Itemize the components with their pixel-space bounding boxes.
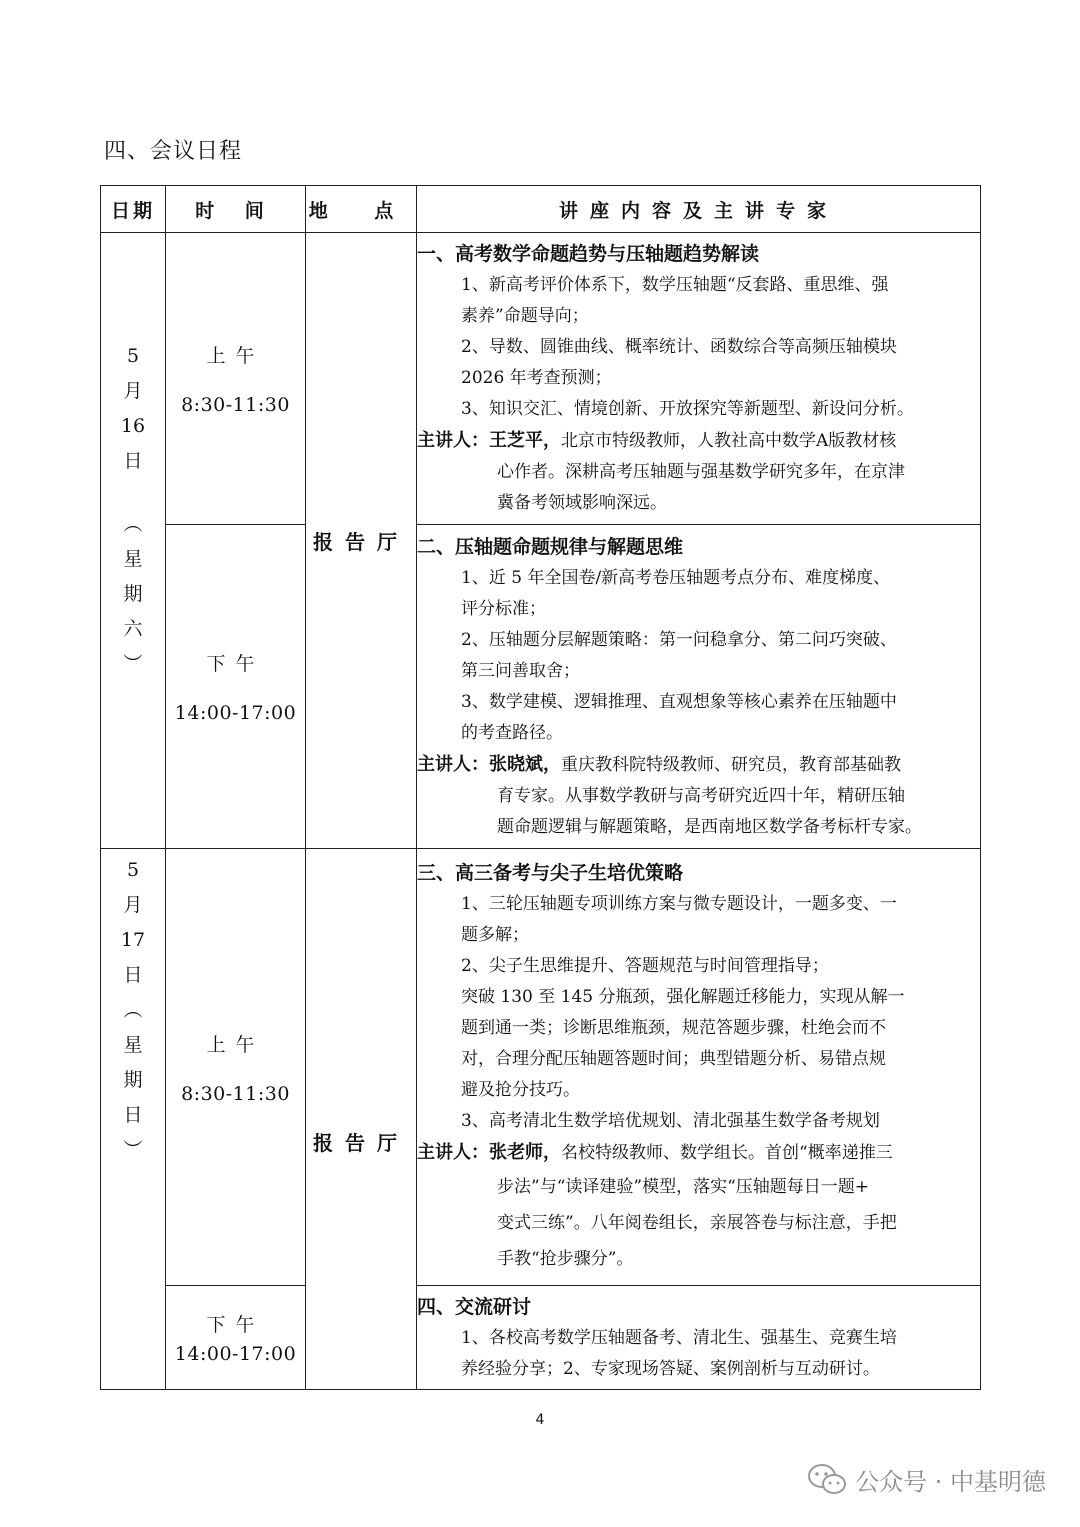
day1-morning-label: 上午 <box>206 345 265 367</box>
session4-content <box>417 1286 981 1390</box>
day2-morning-row <box>101 849 981 1286</box>
schedule-table <box>100 185 981 1390</box>
day2-afternoon-range: 14:00-17:00 <box>174 1343 297 1365</box>
header-date: 日期 <box>101 186 166 233</box>
session4-item: 1、各校高考数学压轴题备考、清北生、强基生、竞赛生培 <box>461 1327 897 1348</box>
day1-afternoon-range: 14:00-17:00 <box>174 702 297 724</box>
day2-morning-time <box>166 849 306 1286</box>
session3-item: 2、尖子生思维提升、答题规范与时间管理指导； <box>461 956 829 976</box>
day1-day-num: 16 <box>120 415 146 437</box>
session1-speaker-label: 主讲人：王芝平， <box>417 430 561 451</box>
day2-month-char: 月 <box>123 894 143 916</box>
session1-speaker-bio-cont: 冀备考领域影响深远。 <box>497 493 667 513</box>
session1-title: 一、高考数学命题趋势与压轴题趋势解读 <box>417 243 760 265</box>
session2-speaker-bio: 重庆教科院特级教师、研究员，教育部基础教 <box>561 754 901 775</box>
watermark <box>807 1462 1046 1497</box>
header-place: 地 点 <box>306 186 417 233</box>
session4-title: 四、交流研讨 <box>417 1295 532 1318</box>
day1-morning-time <box>166 233 306 525</box>
session2-item: 评分标准； <box>461 598 546 619</box>
session3-title: 三、高三备考与尖子生培优策略 <box>417 862 684 884</box>
day1-date-cell <box>101 233 166 849</box>
day2-weekday-2: 期 <box>123 1069 143 1091</box>
day2-afternoon-time <box>166 1286 306 1390</box>
day1-morning-range: 8:30-11:30 <box>181 394 290 416</box>
session1-speaker-bio: 北京市特级教师，人教社高中数学A版教材核 <box>561 431 897 451</box>
day1-morning-row <box>101 233 981 525</box>
session2-item: 1、近 5 年全国卷/新高考卷压轴题考点分布、难度梯度、 <box>461 567 891 588</box>
day1-weekday-2: 期 <box>123 583 143 605</box>
session1-item: 2026 年考查预测； <box>461 368 612 388</box>
day2-day-num: 17 <box>120 929 146 951</box>
header-row <box>101 186 981 233</box>
day2-morning-label: 上午 <box>206 1033 265 1056</box>
section-title: 四、会议日程 <box>104 139 243 164</box>
session2-item: 3、数学建模、逻辑推理、直观想象等核心素养在压轴题中 <box>461 691 897 712</box>
day2-month-num: 5 <box>126 859 140 881</box>
session1-item: 3、知识交汇、情境创新、开放探究等新题型、新设问分析。 <box>461 399 914 419</box>
day1-day-char: 日 <box>123 450 143 472</box>
day1-place: 报告厅 <box>306 233 417 849</box>
day1-afternoon-row <box>101 525 981 849</box>
day2-weekday-3: 日 <box>123 1104 143 1126</box>
day1-afternoon-label: 下午 <box>206 653 265 675</box>
session1-item: 素养”命题导向； <box>461 306 589 326</box>
session2-content <box>417 525 981 849</box>
day1-month-char: 月 <box>123 380 143 402</box>
session2-item: 的考查路径。 <box>461 722 563 743</box>
session2-item: 2、压轴题分层解题策略：第一问稳拿分、第二问巧突破、 <box>461 629 897 650</box>
day2-date-cell <box>101 849 166 1390</box>
session3-speaker-label: 主讲人：张老师， <box>417 1142 561 1163</box>
session1-item: 2、导数、圆锥曲线、概率统计、函数综合等高频压轴模块 <box>461 337 897 357</box>
header-content: 讲座内容及主讲专家 <box>417 186 981 233</box>
day1-weekday-1: 星 <box>123 548 143 570</box>
session2-speaker-label: 主讲人：张晓斌， <box>417 753 561 775</box>
session1-content <box>417 233 981 525</box>
session3-speaker <box>417 1137 980 1169</box>
day2-morning-range: 8:30-11:30 <box>181 1082 290 1105</box>
session3-item: 题到通一类；诊断思维瓶颈，规范答题步骤，杜绝会而不 <box>461 1018 886 1038</box>
session3-speaker-bio-cont: 步法”与“读译建验”模型，落实“压轴题每日一题+ <box>497 1177 870 1197</box>
session3-item: 1、三轮压轴题专项训练方案与微专题设计，一题多变、一 <box>461 894 897 914</box>
session2-item: 第三问善取舍； <box>461 660 580 681</box>
session3-speaker-bio: 名校特级教师、数学组长。首创“概率递推三 <box>561 1143 893 1163</box>
day2-weekday-open: ︵ <box>123 999 143 1021</box>
day1-weekday-close: ︶ <box>123 653 143 675</box>
session1-speaker <box>417 425 980 457</box>
day1-afternoon-time <box>166 525 306 849</box>
wechat-icon <box>807 1463 847 1497</box>
day2-day-char: 日 <box>123 964 143 986</box>
session3-item: 突破 130 至 145 分瓶颈，强化解题迁移能力，实现从解一 <box>461 987 905 1007</box>
session3-item: 对，合理分配压轴题答题时间；典型错题分析、易错点规 <box>461 1049 886 1069</box>
session4-item: 养经验分享；2、专家现场答疑、案例剖析与互动研讨。 <box>461 1358 880 1379</box>
session3-item: 题多解； <box>461 925 529 945</box>
session3-item: 避及抢分技巧。 <box>461 1080 580 1100</box>
page-number: 4 <box>535 1412 545 1428</box>
day1-weekday-3: 六 <box>123 618 143 640</box>
session1-item: 1、新高考评价体系下，数学压轴题“反套路、重思维、强 <box>461 275 889 295</box>
session3-speaker-bio-cont: 变式三练”。八年阅卷组长，亲展答卷与标注意，手把 <box>497 1213 897 1233</box>
session1-speaker-bio-cont: 心作者。深耕高考压轴题与强基数学研究多年，在京津 <box>497 462 905 482</box>
session3-speaker-bio-cont: 手教“抢步骤分”。 <box>497 1249 634 1269</box>
session2-speaker-bio-cont: 题命题逻辑与解题策略，是西南地区数学备考标杆专家。 <box>497 816 922 837</box>
day2-weekday-1: 星 <box>123 1034 143 1056</box>
header-time: 时 间 <box>166 186 306 233</box>
watermark-text: 公众号 · 中基明德 <box>855 1468 1046 1496</box>
day2-weekday-close: ︶ <box>123 1139 143 1161</box>
day2-afternoon-row <box>101 1286 981 1390</box>
session2-speaker <box>417 749 980 781</box>
day2-afternoon-label: 下午 <box>206 1314 265 1336</box>
session2-speaker-bio-cont: 育专家。从事数学教研与高考研究近四十年，精研压轴 <box>497 785 905 806</box>
session2-title: 二、压轴题命题规律与解题思维 <box>417 535 684 558</box>
session3-content <box>417 849 981 1286</box>
day1-month-day: 5 <box>126 345 140 367</box>
day1-weekday-open: ︵ <box>123 513 143 535</box>
session3-item: 3、高考清北生数学培优规划、清北强基生数学备考规划 <box>461 1111 880 1131</box>
day2-place: 报告厅 <box>306 849 417 1390</box>
